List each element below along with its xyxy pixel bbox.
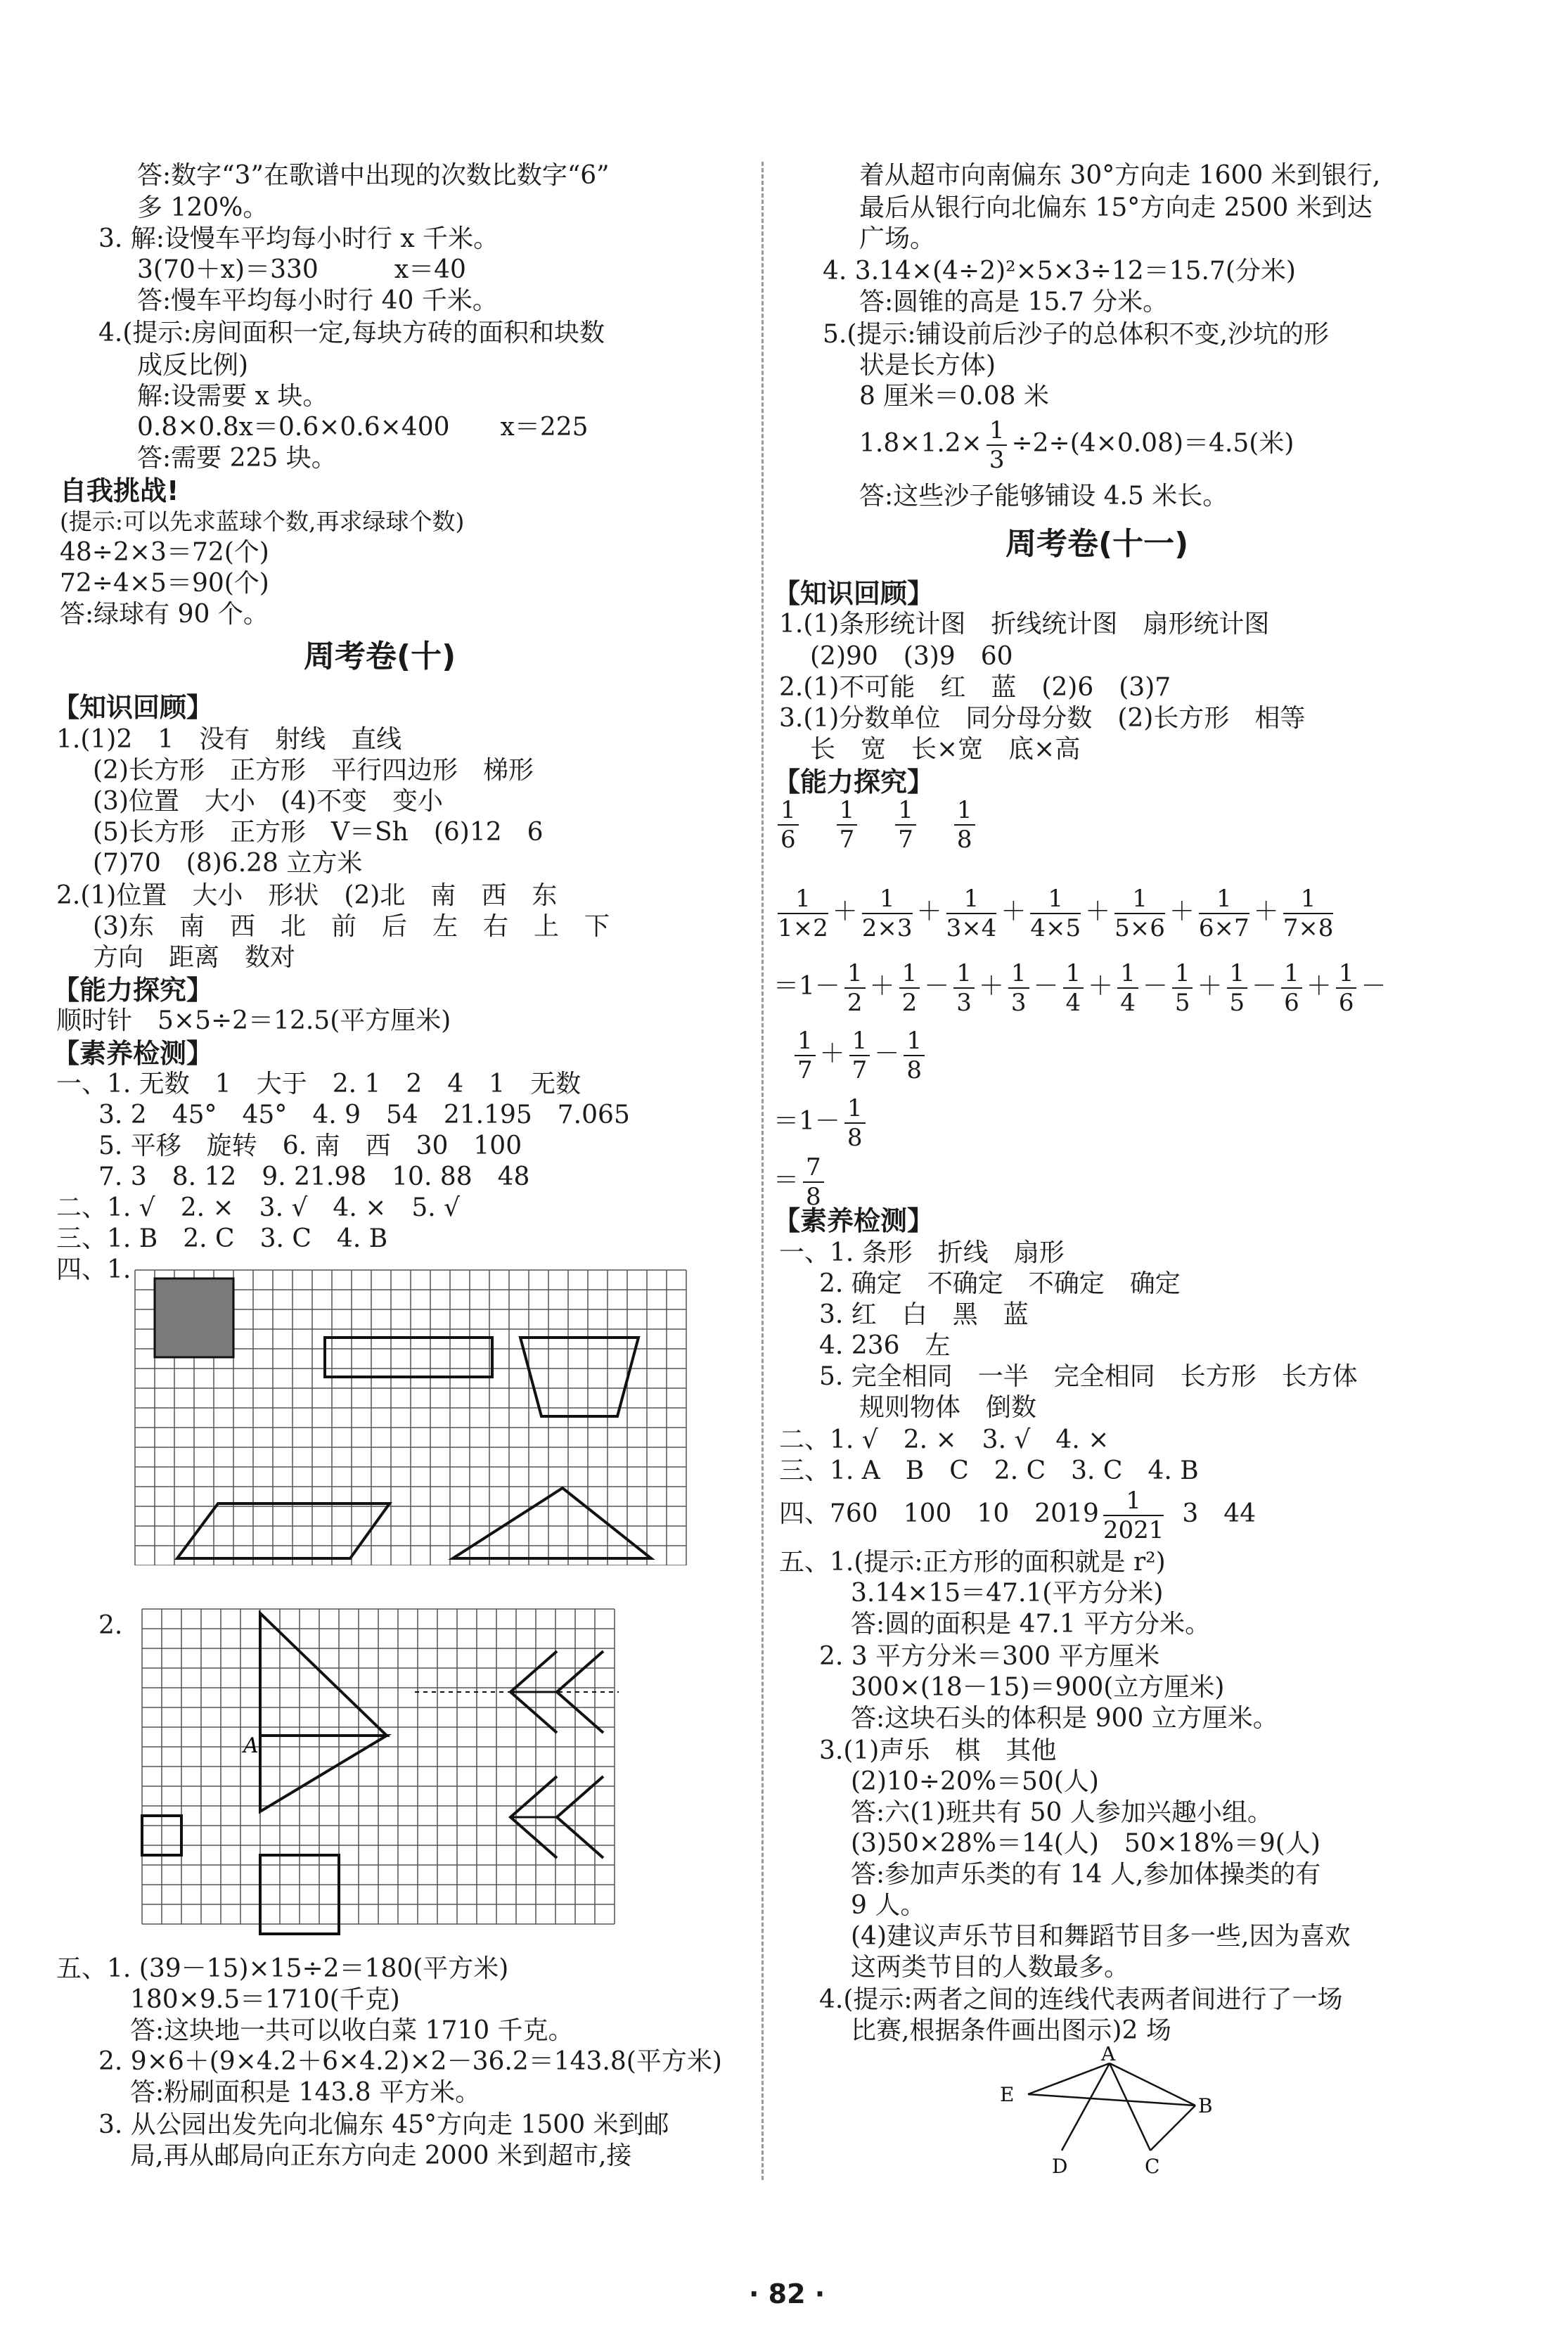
fraction: $\frac{1}{1\times 2}$ [778,885,828,942]
answer-line: (2)长方形 正方形 平行四边形 梯形 [93,756,534,785]
answer-line: 3. 2 45° 45° 4. 9 54 21.195 7.065 [98,1101,630,1129]
node-label-c: C [1145,2155,1160,2178]
operator: ＋ [1169,897,1195,926]
grid-lines [142,1609,615,1924]
answer-line: 这两类节目的人数最多。 [851,1953,1130,1982]
answer-line: 二、1. √ 2. × 3. √ 4. × [779,1425,1110,1454]
answer-line: 3. 红 白 黑 蓝 [819,1300,1029,1329]
fraction: $\frac{1}{7}$ [795,1027,816,1084]
operator: ＋ [869,972,895,1001]
fraction: $\frac{7}{8}$ [803,1153,824,1211]
formula-line [779,1487,1256,1544]
fraction: $\frac{1}{6}$ [778,796,799,854]
answer-line: 8 厘米＝0.08 米 [859,382,1049,411]
fraction: $\frac{1}{7\times 8}$ [1283,885,1334,942]
fraction-equation [790,1027,929,1084]
expr-part: ＝1－ [773,1107,840,1136]
node-label-b: B [1198,2094,1213,2117]
operator: － [924,972,950,1001]
quality-heading: 【素养检测】 [53,1038,214,1069]
answer-line: 答:绿球有 90 个。 [60,600,269,629]
fraction: $\frac{1}{7}$ [837,796,858,854]
answer-line: 300×(18－15)＝900(立方厘米) [851,1673,1225,1702]
answer-line: 2.(1)不可能 红 蓝 (2)6 (3)7 [779,673,1171,702]
fraction: $\frac{1}{7}$ [895,796,916,854]
node-label-e: E [1000,2083,1015,2106]
fraction: $\frac{1}{4}$ [1117,959,1138,1017]
answer-line: 二、1. √ 2. × 3. √ 4. × 5. √ [56,1193,461,1222]
answer-line: (5)长方形 正方形 V＝Sh (6)12 6 [93,818,544,847]
answer-line: 答:参加声乐类的有 14 人,参加体操类的有 [851,1860,1321,1889]
triangle-shape [260,1613,387,1736]
answer-line: 4.(提示:两者之间的连线代表两者间进行了一场 [819,1985,1343,2014]
expr-part: 四、760 100 10 2019 [779,1499,1099,1528]
quality-heading: 【素养检测】 [773,1205,934,1236]
knowledge-heading: 【知识回顾】 [53,692,214,723]
node-label-d: D [1052,2155,1068,2178]
question-label: 四、1. [56,1255,131,1284]
answer-line: 3.(1)分数单位 同分母分数 (2)长方形 相等 [779,704,1306,733]
operator: ＋ [819,1039,845,1068]
answer-line: 5. 平移 旋转 6. 南 西 30 100 [98,1132,522,1160]
answer-line: 三、1. B 2. C 3. C 4. B [56,1224,388,1253]
question-label: 2. [98,1611,123,1640]
expr-part: 3 44 [1182,1499,1257,1528]
answer-line: 4. 236 左 [819,1331,951,1360]
ability-heading: 【能力探究】 [773,767,934,797]
formula-line [859,416,1294,474]
answer-line: 答:这些沙子能够铺设 4.5 米长。 [859,482,1228,511]
answer-line: 3. 解:设慢车平均每小时行 x 千米。 [98,224,499,253]
hint-line: (提示:可以先求蓝球个数,再求绿球个数) [60,508,465,535]
answer-line: 成反比例) [137,351,249,380]
answer-line: 7. 3 8. 12 9. 21.98 10. 88 48 [98,1162,530,1191]
fraction: $\frac{1}{3}$ [1008,959,1029,1017]
section-title: 周考卷(十) [304,639,456,674]
operator: － [1033,972,1059,1001]
answer-line: 答:圆锥的高是 15.7 分米。 [859,288,1169,316]
answer-line: 1.(1)条形统计图 折线统计图 扇形统计图 [779,610,1270,639]
operator: ＋ [1088,972,1114,1001]
answer-line: 答:这块地一共可以收白菜 1710 千克。 [130,2016,574,2045]
answer-line: 答:需要 225 块。 [137,444,337,473]
answer-line: 2. 3 平方分米＝300 平方厘米 [819,1642,1160,1671]
answer-line: 最后从银行向北偏东 15°方向走 2500 米到达 [859,193,1373,222]
fraction: $\frac{1}{5\times 6}$ [1114,885,1165,942]
shaded-square [155,1278,233,1357]
answer-line: (4)建议声乐节目和舞蹈节目多一些,因为喜欢 [851,1922,1351,1951]
answer-line: 答:慢车平均每小时行 40 千米。 [137,286,498,315]
rectangle-shape [325,1338,492,1377]
answer-line: 比赛,根据条件画出图示)2 场 [851,2016,1171,2045]
grid-figure-2 [134,1608,626,1938]
operator: － [1142,972,1168,1001]
operator: ＋ [1197,972,1223,1001]
expr-part: 1.8×1.2× [859,429,982,458]
answer-line: 局,再从邮局向正东方向走 2000 米到超市,接 [130,2141,632,2170]
answer-line: 多 120%。 [137,193,269,222]
column-divider [761,162,764,2180]
answer-line: 答:六(1)班共有 50 人参加兴趣小组。 [851,1798,1273,1827]
answer-line: (3)50×28%＝14(人) 50×18%＝9(人) [851,1829,1320,1858]
fraction-equation [773,1094,870,1152]
operator: ＋ [832,897,858,926]
answer-line: 1.(1)2 1 没有 射线 直线 [56,725,402,754]
fraction: $\frac{1}{8}$ [844,1094,866,1152]
arrow-shape [557,1651,603,1733]
operator: ＋ [1085,897,1111,926]
section-title: 周考卷(十一) [1005,526,1189,562]
answer-line: 一、1. 无数 1 大于 2. 1 2 4 1 无数 [56,1070,581,1098]
fraction: $\frac{1}{6}$ [1336,959,1357,1017]
answer-line: 三、1. A B C 2. C 3. C 4. B [779,1456,1199,1485]
fraction: $\frac{1}{8}$ [954,796,975,854]
fraction: $\frac{1}{8}$ [904,1027,925,1084]
answer-line: 状是长方体) [859,351,996,380]
answer-line: 长 宽 长×宽 底×高 [810,735,1081,764]
answer-line: 答:粉刷面积是 143.8 平方米。 [130,2078,481,2107]
fraction: $\frac{1}{3}$ [953,959,975,1017]
fraction-sum [773,885,1337,942]
node-label-a: A [1101,2046,1116,2065]
page-number: · 82 · [749,2278,825,2309]
fraction: $\frac{1}{2}$ [899,959,920,1017]
answer-line: 72÷4×5＝90(个) [60,569,269,598]
parallelogram-shape [177,1504,390,1558]
expr-part: ÷2÷(4×0.08)＝4.5(米) [1011,429,1294,458]
ability-heading: 【能力探究】 [53,975,214,1006]
answer-line: 顺时针 5×5÷2＝12.5(平方厘米) [56,1006,451,1035]
answer-line: 五、1.(提示:正方形的面积就是 r²) [779,1548,1166,1577]
answer-line: 一、1. 条形 折线 扇形 [779,1238,1065,1267]
answer-line: 9 人。 [851,1891,926,1920]
answer-line: 4. 3.14×(4÷2)²×5×3÷12＝15.7(分米) [823,257,1296,286]
operator: ＋ [1253,897,1279,926]
fraction-row [773,796,1009,854]
fraction: $\frac{1}{2021}$ [1103,1487,1164,1544]
fraction: $\frac{1}{5}$ [1172,959,1193,1017]
answer-line: 3.14×15＝47.1(平方分米) [851,1579,1164,1608]
operator: － [874,1039,900,1068]
fraction: $\frac{1}{6}$ [1281,959,1302,1017]
answer-line: 5. 完全相同 一半 完全相同 长方形 长方体 [819,1362,1358,1391]
answer-line: (2)90 (3)9 60 [810,642,1013,671]
answer-line: 着从超市向南偏东 30°方向走 1600 米到银行, [859,161,1381,190]
knowledge-heading: 【知识回顾】 [773,578,934,609]
answer-line: 5.(提示:铺设前后沙子的总体积不变,沙坑的形 [823,320,1329,349]
fraction: $\frac{1}{4}$ [1063,959,1084,1017]
fraction: $\frac{1}{4\times 5}$ [1030,885,1081,942]
answer-line: 规则物体 倒数 [859,1393,1037,1422]
answer-line: 2.(1)位置 大小 形状 (2)北 南 西 东 [56,881,558,910]
answer-line: (3)东 南 西 北 前 后 左 右 上 下 [93,912,610,941]
operator: － [1252,972,1278,1001]
fraction-equation [773,1153,828,1211]
fraction: $\frac{1}{2\times 3}$ [861,885,913,942]
fraction: $\frac{1}{6\times 7}$ [1198,885,1249,942]
answer-line: 180×9.5＝1710(千克) [130,1985,400,2014]
fraction: $\frac{1}{3}$ [987,416,1008,474]
answer-line: 2. 确定 不确定 不确定 确定 [819,1269,1181,1298]
fraction: $\frac{1}{2}$ [844,959,866,1017]
operator: － [1361,972,1387,1001]
operator: ＋ [1306,972,1332,1001]
fraction: $\frac{1}{7}$ [849,1027,870,1084]
answer-line: 3. 从公园出发先向北偏东 45°方向走 1500 米到邮 [98,2110,669,2139]
grid-figure-1 [134,1269,689,1565]
answer-line: 方向 距离 数对 [93,943,296,972]
answer-line: (3)位置 大小 (4)不变 变小 [93,787,443,816]
operator: ＋ [916,897,942,926]
trapezoid-shape [520,1338,638,1416]
answer-line: 4.(提示:房间面积一定,每块方砖的面积和块数 [98,319,605,347]
expr-part: ＝ [773,1166,799,1195]
answer-line: (2)10÷20%＝50(人) [851,1767,1099,1796]
fraction-equation [773,959,1386,1017]
answer-line: 3.(1)声乐 棋 其他 [819,1736,1057,1765]
answer-line: 48÷2×3＝72(个) [60,538,269,567]
answer-line: 五、1. (39－15)×15÷2＝180(平方米) [56,1954,509,1983]
operator: ＋ [978,972,1004,1001]
operator: ＋ [1001,897,1027,926]
point-label-a: A [243,1733,259,1758]
triangle-shape [453,1488,651,1558]
answer-line: 0.8×0.8x＝0.6×0.6×400 x＝225 [137,413,589,442]
operator: ＝1－ [773,972,840,1001]
answer-line: 答:数字“3”在歌谱中出现的次数比数字“6” [137,161,610,190]
answer-line: 2. 9×6＋(9×4.2＋6×4.2)×2－36.2＝143.8(平方米) [98,2047,722,2076]
answer-line: 3(70＋x)＝330 x＝40 [137,255,466,284]
answer-line: (7)70 (8)6.28 立方米 [93,849,363,878]
answer-line: 答:这块石头的体积是 900 立方厘米。 [851,1704,1278,1733]
fraction: $\frac{1}{5}$ [1227,959,1248,1017]
fraction: $\frac{1}{3\times 4}$ [946,885,997,942]
self-challenge-heading: 自我挑战! [60,475,179,506]
answer-line: 答:圆的面积是 47.1 平方分米。 [851,1610,1211,1639]
answer-line: 广场。 [859,224,936,253]
match-graph [984,2046,1238,2180]
answer-line: 解:设需要 x 块。 [137,382,328,411]
